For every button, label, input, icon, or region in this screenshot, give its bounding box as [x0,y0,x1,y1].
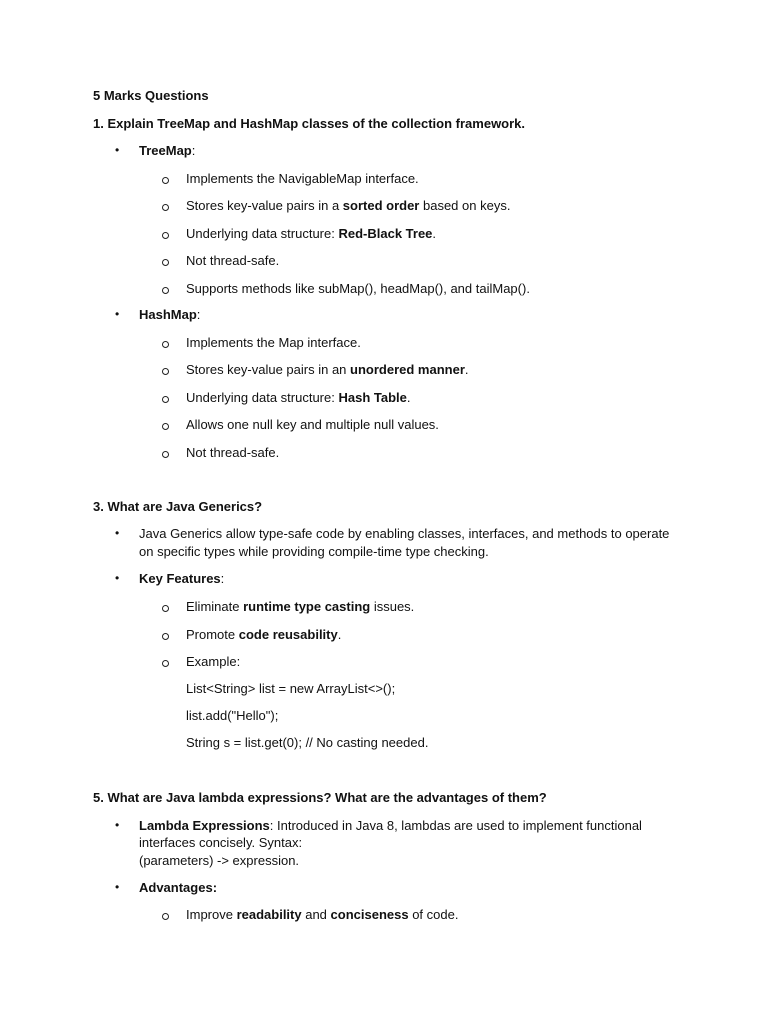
hashmap-item: Implements the Map interface. [186,335,361,350]
key-features-label: Key Features: [139,571,225,586]
feature-item: Promote code reusability. [186,627,342,642]
bullet-icon: • [115,571,120,585]
code-line: String s = list.get(0); // No casting needed. [186,735,429,750]
lambda-line: Lambda Expressions: Introduced in Java 8, lambdas are used to implement functional [139,818,642,833]
circle-bullet-icon [162,660,169,667]
hashmap-item: Not thread-safe. [186,445,280,460]
bullet-icon: • [115,526,120,540]
bullet-icon: • [115,143,120,157]
question-5-heading: 5. What are Java lambda expressions? What are the advantages of them? [93,790,547,805]
circle-bullet-icon [162,633,169,640]
question-3-heading: 3. What are Java Generics? [93,499,263,514]
circle-bullet-icon [162,451,169,458]
treemap-item: Not thread-safe. [186,253,280,268]
bullet-icon: • [115,818,120,832]
lambda-syntax: (parameters) -> expression. [139,853,300,868]
advantage-item: Improve readability and conciseness of code. [186,907,459,922]
circle-bullet-icon [162,368,169,375]
bullet-icon: • [115,880,120,894]
treemap-label: TreeMap: [139,143,196,158]
circle-bullet-icon [162,341,169,348]
hashmap-item: Underlying data structure: Hash Table. [186,390,411,405]
generics-intro-line: on specific types while providing compile-time type checking. [139,544,489,559]
treemap-item: Implements the NavigableMap interface. [186,171,419,186]
treemap-item: Stores key-value pairs in a sorted order based on keys. [186,198,511,213]
circle-bullet-icon [162,913,169,920]
circle-bullet-icon [162,259,169,266]
bullet-icon: • [115,307,120,321]
advantages-label: Advantages: [139,880,218,895]
circle-bullet-icon [162,204,169,211]
generics-intro-line: Java Generics allow type-safe code by enabling classes, interfaces, and methods to operate [139,526,670,541]
circle-bullet-icon [162,396,169,403]
circle-bullet-icon [162,605,169,612]
lambda-line: interfaces concisely. Syntax: [139,835,303,850]
document-title: 5 Marks Questions [93,88,209,103]
hashmap-label: HashMap: [139,307,201,322]
hashmap-item: Stores key-value pairs in an unordered manner. [186,362,469,377]
circle-bullet-icon [162,177,169,184]
circle-bullet-icon [162,423,169,430]
feature-item: Eliminate runtime type casting issues. [186,599,415,614]
question-1-heading: 1. Explain TreeMap and HashMap classes of the collection framework. [93,116,526,131]
treemap-item: Supports methods like subMap(), headMap(), and tailMap(). [186,281,530,296]
circle-bullet-icon [162,287,169,294]
hashmap-item: Allows one null key and multiple null values. [186,417,439,432]
feature-item: Example: [186,654,241,669]
code-line: list.add("Hello"); [186,708,279,723]
circle-bullet-icon [162,232,169,239]
code-line: List<String> list = new ArrayList<>(); [186,681,396,696]
treemap-item: Underlying data structure: Red-Black Tree. [186,226,437,241]
